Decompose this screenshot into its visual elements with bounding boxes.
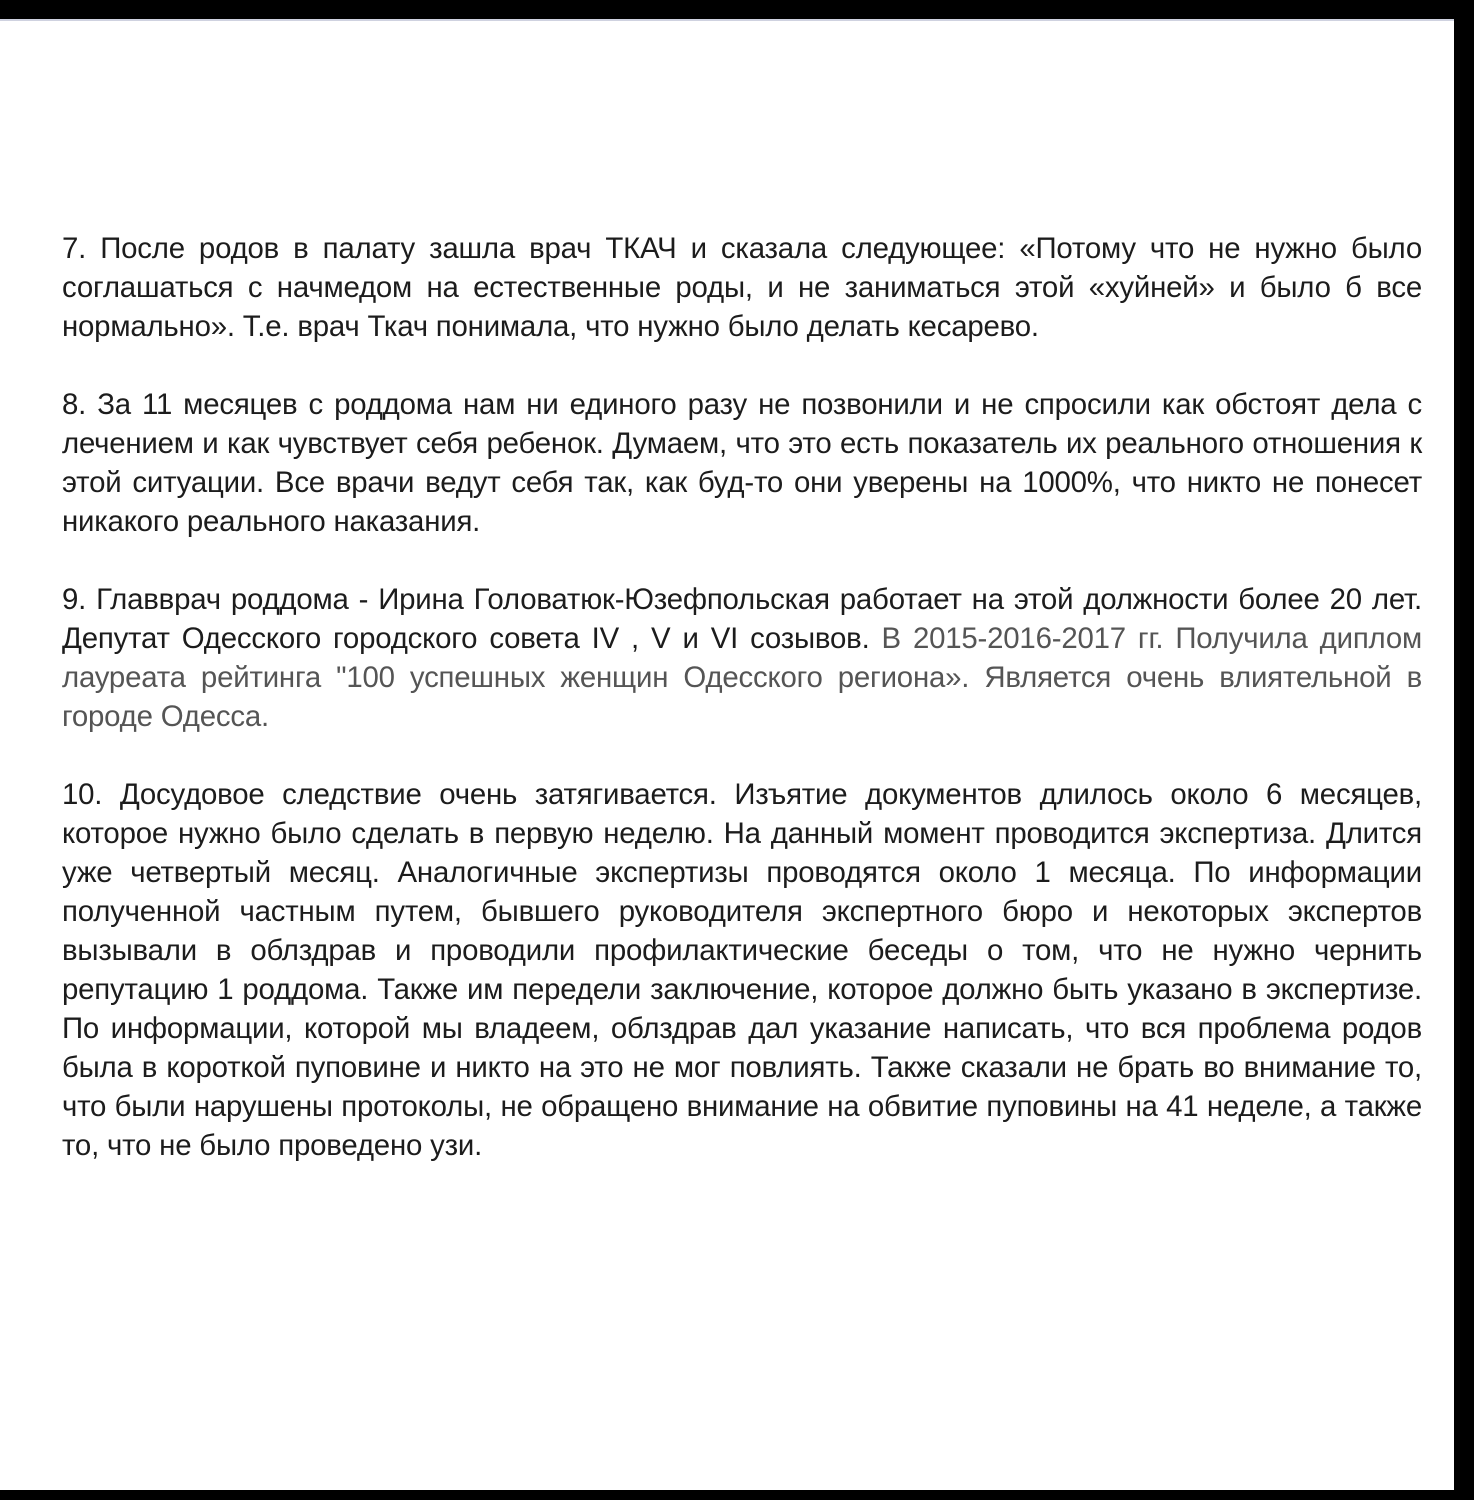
paragraph-8 <box>62 385 1422 541</box>
document-page <box>0 19 1454 1490</box>
paragraph-10-text: 10. Досудовое следствие очень затягивается. Изъятие документов длилось около 6 месяцев, которое нужно было сделать в первую неделю. На данный момент проводится экспертиза. Длится уже четвертый месяц. Аналогичные экспертизы проводятся около 1 месяца. По информации полученной частным путем, бывшего руководителя экспертного бюро и некоторых экспертов вызывали в облздрав и проводили профилактические беседы о том, что не нужно чернить репутацию 1 роддома. Также им передели заключение, которое должно быть указано в экспертизе. По информации, которой мы владеем, облздрав дал указание написать, что вся проблема родов была в короткой пуповине и никто на это не мог повлиять. Также сказали не брать во внимание то, что были нарушены протоколы, не обращено внимание на обвитие пуповины на 41 неделе, а также то, что не было проведено узи. <box>62 778 1422 1162</box>
paragraph-9 <box>62 580 1422 736</box>
paragraph-9-muted-text: В 2015-2016-2017 гг. Получила диплом лауреата рейтинга "100 успешных женщин Одесского региона». Является очень влиятельной в городе Одесса. <box>62 622 1422 733</box>
document-body <box>62 229 1422 1204</box>
paragraph-9-text: 9. Главврач роддома - Ирина Головатюк-Юзефпольская работает на этой должности более 20 лет. Депутат Одесского городского совета IV , V и VI созывов. <box>62 583 1422 655</box>
paragraph-7-text: 7. После родов в палату зашла врач ТКАЧ и сказала следующее: «Потому что не нужно было соглашаться с начмедом на естественные роды, и не заниматься этой «хуйней» и было б все нормально». Т.е. врач Ткач понимала, что нужно было делать кесарево. <box>62 232 1422 343</box>
paragraph-8-text: 8. За 11 месяцев с роддома нам ни единого разу не позвонили и не спросили как обстоят дела с лечением и как чувствует себя ребенок. Думаем, что это есть показатель их реального отношения к этой ситуации. Все врачи ведут себя так, как буд-то они уверены на 1000%, что никто не понесет никакого реального наказания. <box>62 388 1422 538</box>
paragraph-7 <box>62 229 1422 346</box>
paragraph-10 <box>62 775 1422 1165</box>
